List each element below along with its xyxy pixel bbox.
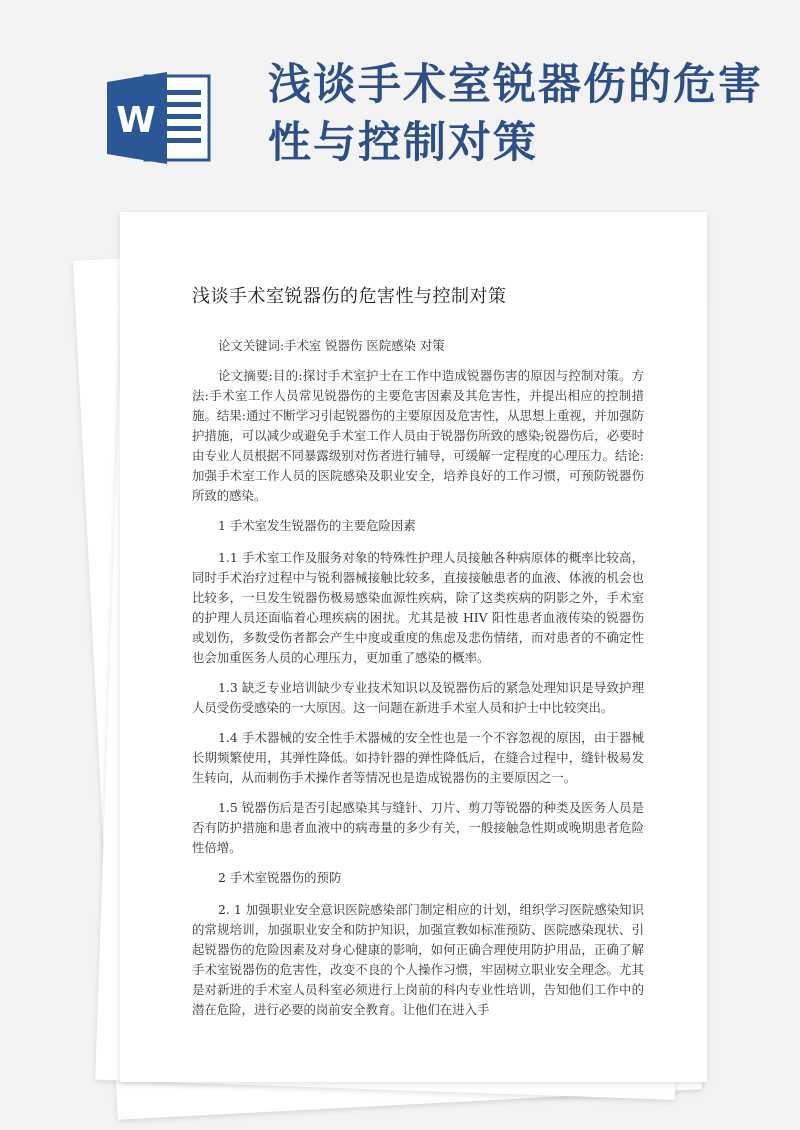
banner-title: 浅谈手术室锐器伤的危害性与控制对策 bbox=[268, 60, 763, 168]
section-heading: 1 手术室发生锐器伤的主要危险因素 bbox=[218, 518, 416, 533]
keywords-paragraph: 论文关键词:手术室 锐器伤 医院感染 对策 bbox=[218, 338, 445, 353]
document-body bbox=[192, 282, 644, 1030]
header-banner bbox=[0, 0, 800, 190]
word-icon-letter: W bbox=[116, 100, 156, 141]
document-title: 浅谈手术室锐器伤的危害性与控制对策 bbox=[192, 286, 507, 307]
body-paragraph: 1.3 缺乏专业培训缺少专业技术知识以及锐器伤后的紧急处理知识是导致护理人员受伤受感染的一大原因。这一问题在新进手术室人员和护士中比较突出。 bbox=[192, 680, 644, 715]
body-paragraph: 1.4 手术器械的安全性手术器械的安全性也是一个不容忽视的原因，由于器械长期频繁使用，其弹性降低。如持针器的弹性降低后，在缝合过程中，缝针极易发生转向，从而刺伤手术操作者等情况也是造成锐器伤的主要原因之一。 bbox=[192, 730, 644, 785]
word-document-icon bbox=[105, 68, 215, 168]
body-paragraph: 1.5 锐器伤后是否引起感染其与缝针、刀片、剪刀等锐器的种类及医务人员是否有防护措施和患者血液中的病毒量的多少有关，一般接触急性期或晚期患者危险性倍增。 bbox=[192, 800, 644, 855]
body-paragraph: 2. 1 加强职业安全意识医院感染部门制定相应的计划，组织学习医院感染知识的常规培训，加强职业安全和防护知识，加强宣教如标准预防、医院感染现状、引起锐器伤的危险因素及对身心健康的影响，如何正确合理使用防护用品，正确了解手术室锐器伤的危害性，改变不良的个人操作习惯，牢固树立职业安全理念。尤其是对新进的手术室人员科室必须进行上岗前的科内专业性培训，告知他们工作中的潜在危险，进行必要的岗前安全教育。让他们在进入手 bbox=[192, 902, 644, 1017]
section-heading: 2 手术室锐器伤的预防 bbox=[218, 870, 342, 885]
abstract-paragraph: 论文摘要:目的:探讨手术室护士在工作中造成锐器伤害的原因与控制对策。方法:手术室工作人员常见锐器伤的主要危害因素及其危害性，并提出相应的控制措施。结果:通过不断学习引起锐器伤的主要原因及危害性，从思想上重视，并加强防护措施，可以减少或避免手术室工作人员由于锐器伤所致的感染;锐器伤后，必要时由专业人员根据不同暴露级别对伤者进行辅导，可缓解一定程度的心理压力。结论:加强手术室工作人员的医院感染及职业安全，培养良好的工作习惯，可预防锐器伤所致的感染。 bbox=[192, 368, 644, 503]
body-paragraph: 1.1 手术室工作及服务对象的特殊性护理人员接触各种病原体的概率比较高，同时手术治疗过程中与锐利器械接触比较多，直接接触患者的血液、体液的机会也比较多，一旦发生锐器伤极易感染血源性疾病，除了这类疾病的阴影之外，手术室的护理人员还面临着心理疾病的困扰。尤其是被 HIV 阳性患者血液传染的锐器伤或划伤，多数受伤者都会产生中度或重度的焦虑及悲伤情绪，而对患者的不确定性也会加重医务人员的心理压力，更加重了感染的概率。 bbox=[192, 550, 644, 665]
